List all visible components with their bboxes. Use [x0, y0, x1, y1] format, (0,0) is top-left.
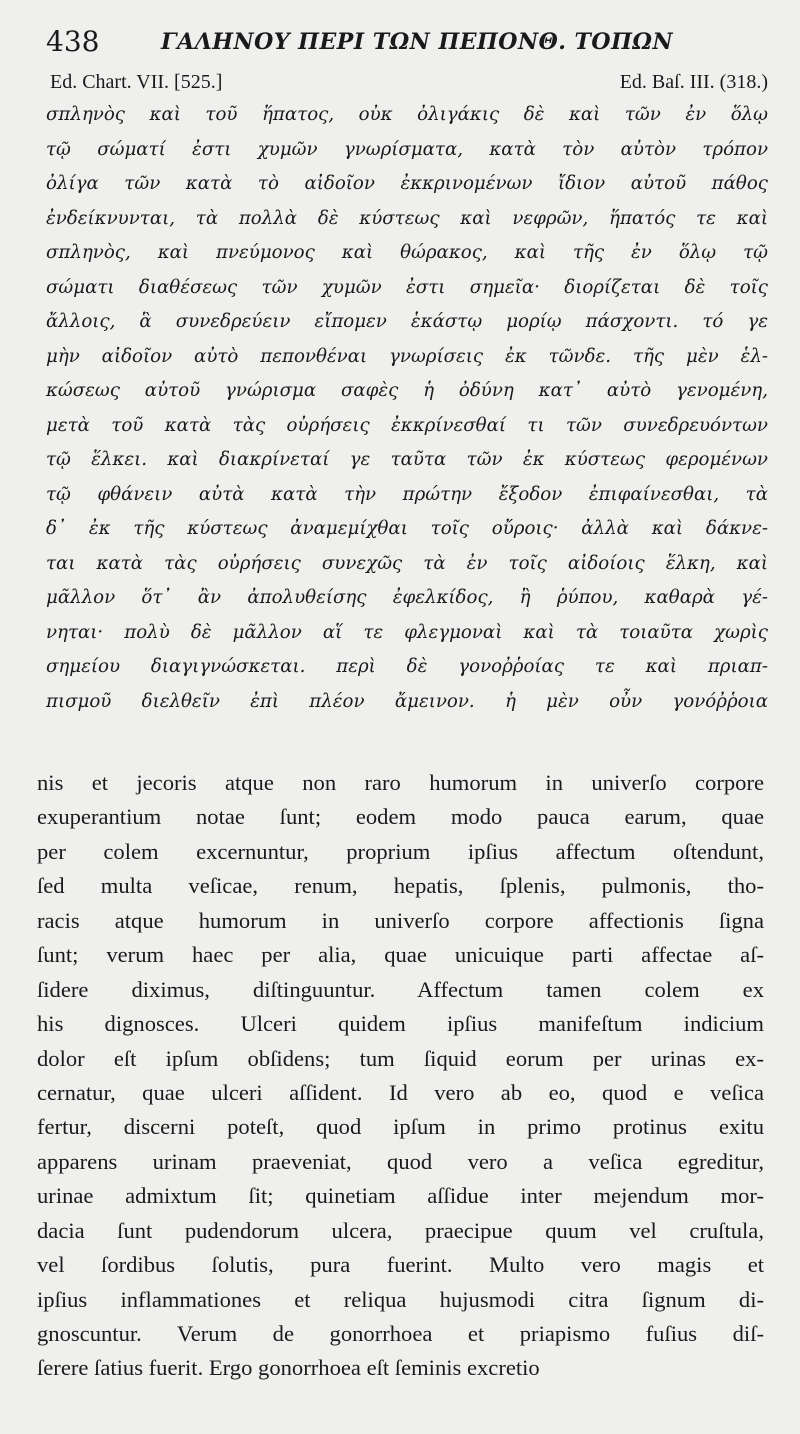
edition-basel-reference: Ed. Baſ. III. (318.)	[619, 71, 768, 93]
latin-text-line: exuperantium notae ſunt; eodem modo pauca earum, quae	[37, 804, 764, 830]
greek-text-line: ὀλίγα τῶν κατὰ τὸ αἰδοῖον ἐκκρινομένων ἴδιον αὐτοῦ πάθος	[46, 173, 768, 194]
greek-text-line: τῷ ἕλκει. καὶ διακρίνεταί γε ταῦτα τῶν ἐκ κύστεως φερομένων	[46, 449, 768, 470]
latin-text-line: dolor eſt ipſum obſidens; tum ſiquid eorum per urinas ex-	[37, 1045, 764, 1071]
latin-text-line: vel ſordibus ſolutis, pura fuerint. Multo vero magis et	[37, 1252, 764, 1278]
greek-text-line: ἄλλοις, ἃ συνεδρεύειν εἴπομεν ἑκάστῳ μορίῳ πάσχοντι. τό γε	[46, 311, 768, 332]
latin-text-line: ſidere diximus, diſtinguuntur. Affectum tamen colem ex	[37, 976, 764, 1002]
greek-text-line: σημείου διαγιγνώσκεται. περὶ δὲ γονοῤῥοίας τε καὶ πριαπ-	[46, 656, 768, 677]
latin-text-line: dacia ſunt pudendorum ulcera, praecipue quum vel cruſtula,	[37, 1217, 764, 1243]
latin-text-line: nis et jecoris atque non raro humorum in univerſo corpore	[37, 770, 764, 795]
greek-text-line: σπληνὸς, καὶ πνεύμονος καὶ θώρακος, καὶ τῆς ἐν ὅλῳ τῷ	[46, 242, 768, 263]
greek-text-line: πισμοῦ διελθεῖν ἐπὶ πλέον ἄμεινον. ἡ μὲν οὖν γονόῤῥοια	[46, 690, 768, 712]
latin-text-line: ſunt; verum haec per alia, quae unicuique parti affectae aſ-	[37, 942, 764, 968]
greek-text-line: τῷ φθάνειν αὐτὰ κατὰ τὴν πρώτην ἔξοδον ἐπιφαίνεσθαι, τὰ	[46, 483, 768, 505]
greek-text-line: νηται· πολὺ δὲ μᾶλλον αἵ τε φλεγμοναὶ καὶ τὰ τοιαῦτα χωρὶς	[46, 621, 768, 643]
greek-text-line: μετὰ τοῦ κατὰ τὰς οὐρήσεις ἐκκρίνεσθαί τι τῶν συνεδρευόντων	[46, 414, 768, 436]
latin-text-line: per colem excernuntur, proprium ipſius affectum oſtendunt,	[37, 838, 764, 864]
latin-text-line: gnoscuntur. Verum de gonorrhoea et priapismo fuſius diſ-	[37, 1321, 764, 1346]
greek-text-block	[46, 98, 768, 719]
greek-text-line: σώματι διαθέσεως τῶν χυμῶν ἐστι σημεῖα· διορίζεται δὲ τοῖς	[46, 276, 768, 298]
latin-text-line: fertur, discerni poteſt, quod ipſum in primo protinus exitu	[37, 1114, 764, 1140]
greek-text-line: ἐνδείκνυνται, τὰ πολλὰ δὲ κύστεως καὶ νεφρῶν, ἥπατός τε καὶ	[46, 207, 768, 229]
latin-text-line: ſed multa veſicae, renum, hepatis, ſplenis, pulmonis, tho-	[37, 873, 764, 899]
latin-text-line: ipſius inflammationes et reliqua hujusmodi citra ſignum di-	[37, 1286, 764, 1312]
edition-references	[46, 68, 768, 96]
edition-chartier-reference: Ed. Chart. VII. [525.]	[50, 71, 223, 93]
latin-text-block	[37, 766, 764, 1386]
latin-text-line: urinae admixtum ſit; quinetiam aſſidue inter mejendum mor-	[37, 1183, 764, 1209]
greek-text-line: τῷ σώματί ἐστι χυμῶν γνωρίσματα, κατὰ τὸν αὐτὸν τρόπον	[46, 138, 768, 160]
latin-text-line: racis atque humorum in univerſo corpore affectionis ſigna	[37, 907, 764, 933]
page-header	[46, 22, 766, 62]
greek-text-line: κώσεως αὐτοῦ γνώρισμα σαφὲς ἡ ὀδύνη κατ᾽ αὐτὸ γενομένη,	[46, 380, 768, 401]
greek-text-line: μὴν αἰδοῖον αὐτὸ πεπονθέναι γνωρίσεις ἐκ τῶνδε. τῆς μὲν ἑλ-	[46, 345, 768, 367]
latin-text-line: his dignosces. Ulceri quidem ipſius manifeſtum indicium	[37, 1011, 764, 1037]
latin-text-line: apparens urinam praeveniat, quod vero a veſica egreditur,	[37, 1148, 764, 1174]
greek-text-line: δ᾽ ἐκ τῆς κύστεως ἀναμεμίχθαι τοῖς οὔροις· ἀλλὰ καὶ δάκνε-	[46, 518, 768, 539]
latin-text-line: cernatur, quae ulceri aſſident. Id vero ab eo, quod e veſica	[37, 1079, 764, 1105]
latin-text-line: ſerere ſatius fuerit. Ergo gonorrhoea eſt ſeminis excretio	[37, 1355, 540, 1381]
greek-text-line: μᾶλλον ὅτ᾽ ἂν ἀπολυθείσης ἐφελκίδος, ἢ ῥύπου, καθαρὰ γέ-	[46, 587, 768, 608]
running-title: ΓΑΛΗΝΟΥ ΠΕΡΙ ΤΩΝ ΠΕΠΟΝΘ. ΤΟΠΩΝ	[161, 29, 674, 55]
greek-text-line: ται κατὰ τὰς οὐρήσεις συνεχῶς τὰ ἐν τοῖς αἰδοίοις ἕλκη, καὶ	[46, 552, 768, 574]
page-number: 438	[46, 25, 100, 58]
greek-text-line: σπληνὸς καὶ τοῦ ἥπατος, οὐκ ὀλιγάκις δὲ καὶ τῶν ἐν ὅλῳ	[46, 104, 768, 125]
